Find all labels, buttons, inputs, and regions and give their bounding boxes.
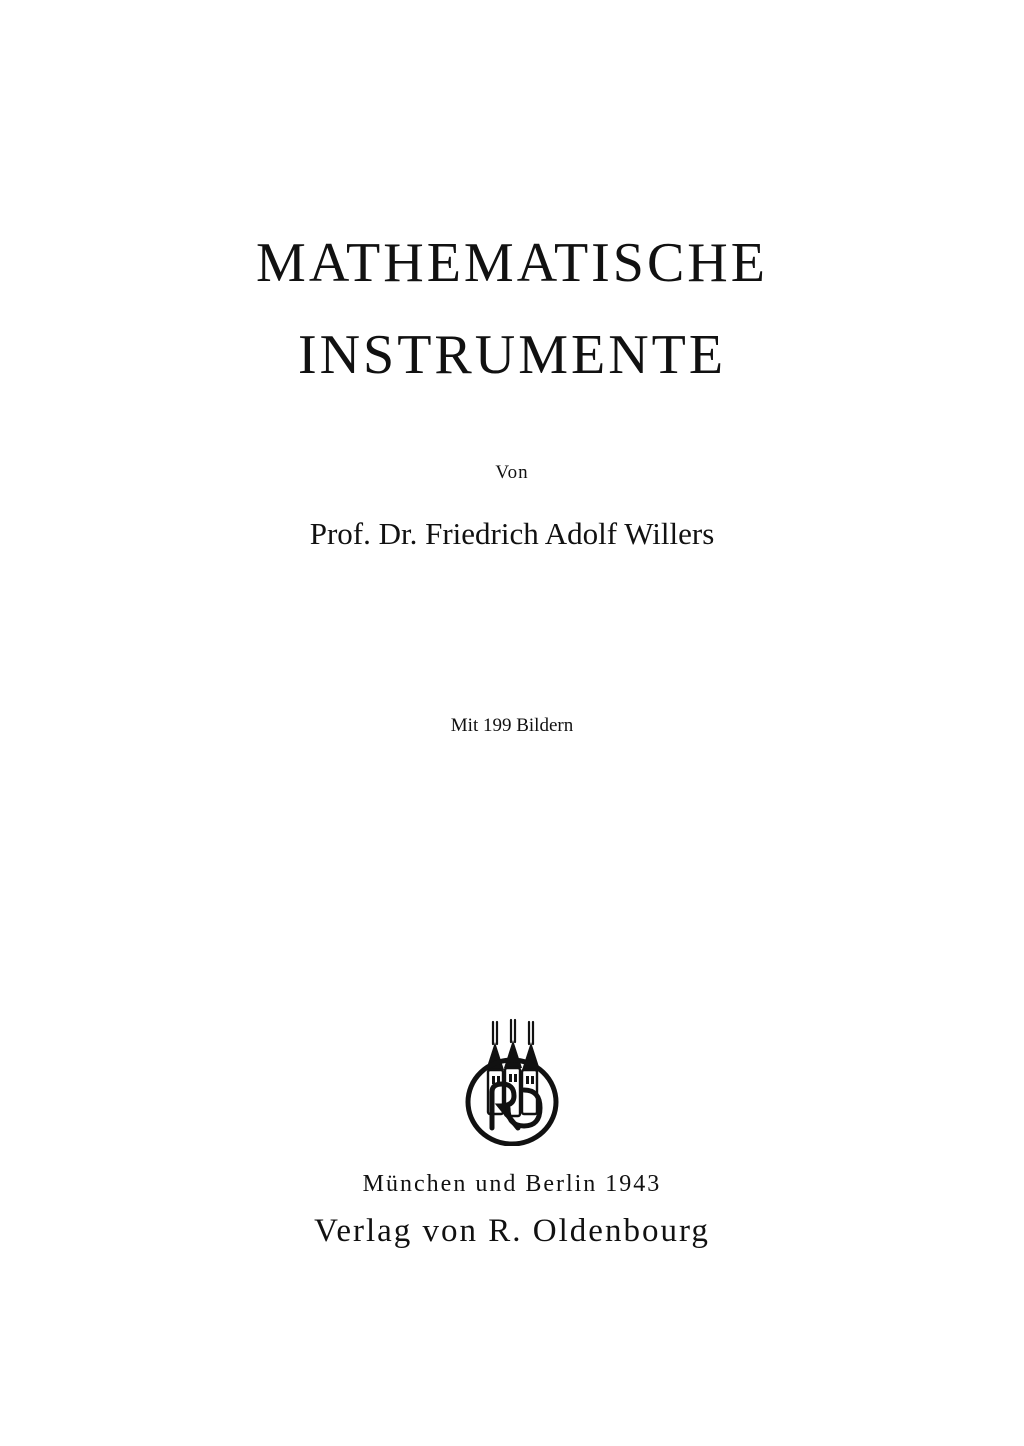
author-name: Prof. Dr. Friedrich Adolf Willers — [309, 516, 715, 551]
publisher-emblem-icon — [462, 1018, 562, 1146]
figures-note: Mit 199 Bildern — [450, 715, 574, 736]
publisher-name: Verlag von R. Oldenbourg — [314, 1213, 710, 1249]
book-title-line-1: MATHEMATISCHE — [256, 232, 768, 294]
place-and-year: München und Berlin 1943 — [362, 1171, 662, 1197]
by-line: Von — [495, 462, 529, 483]
book-title-line-2: INSTRUMENTE — [297, 324, 727, 386]
